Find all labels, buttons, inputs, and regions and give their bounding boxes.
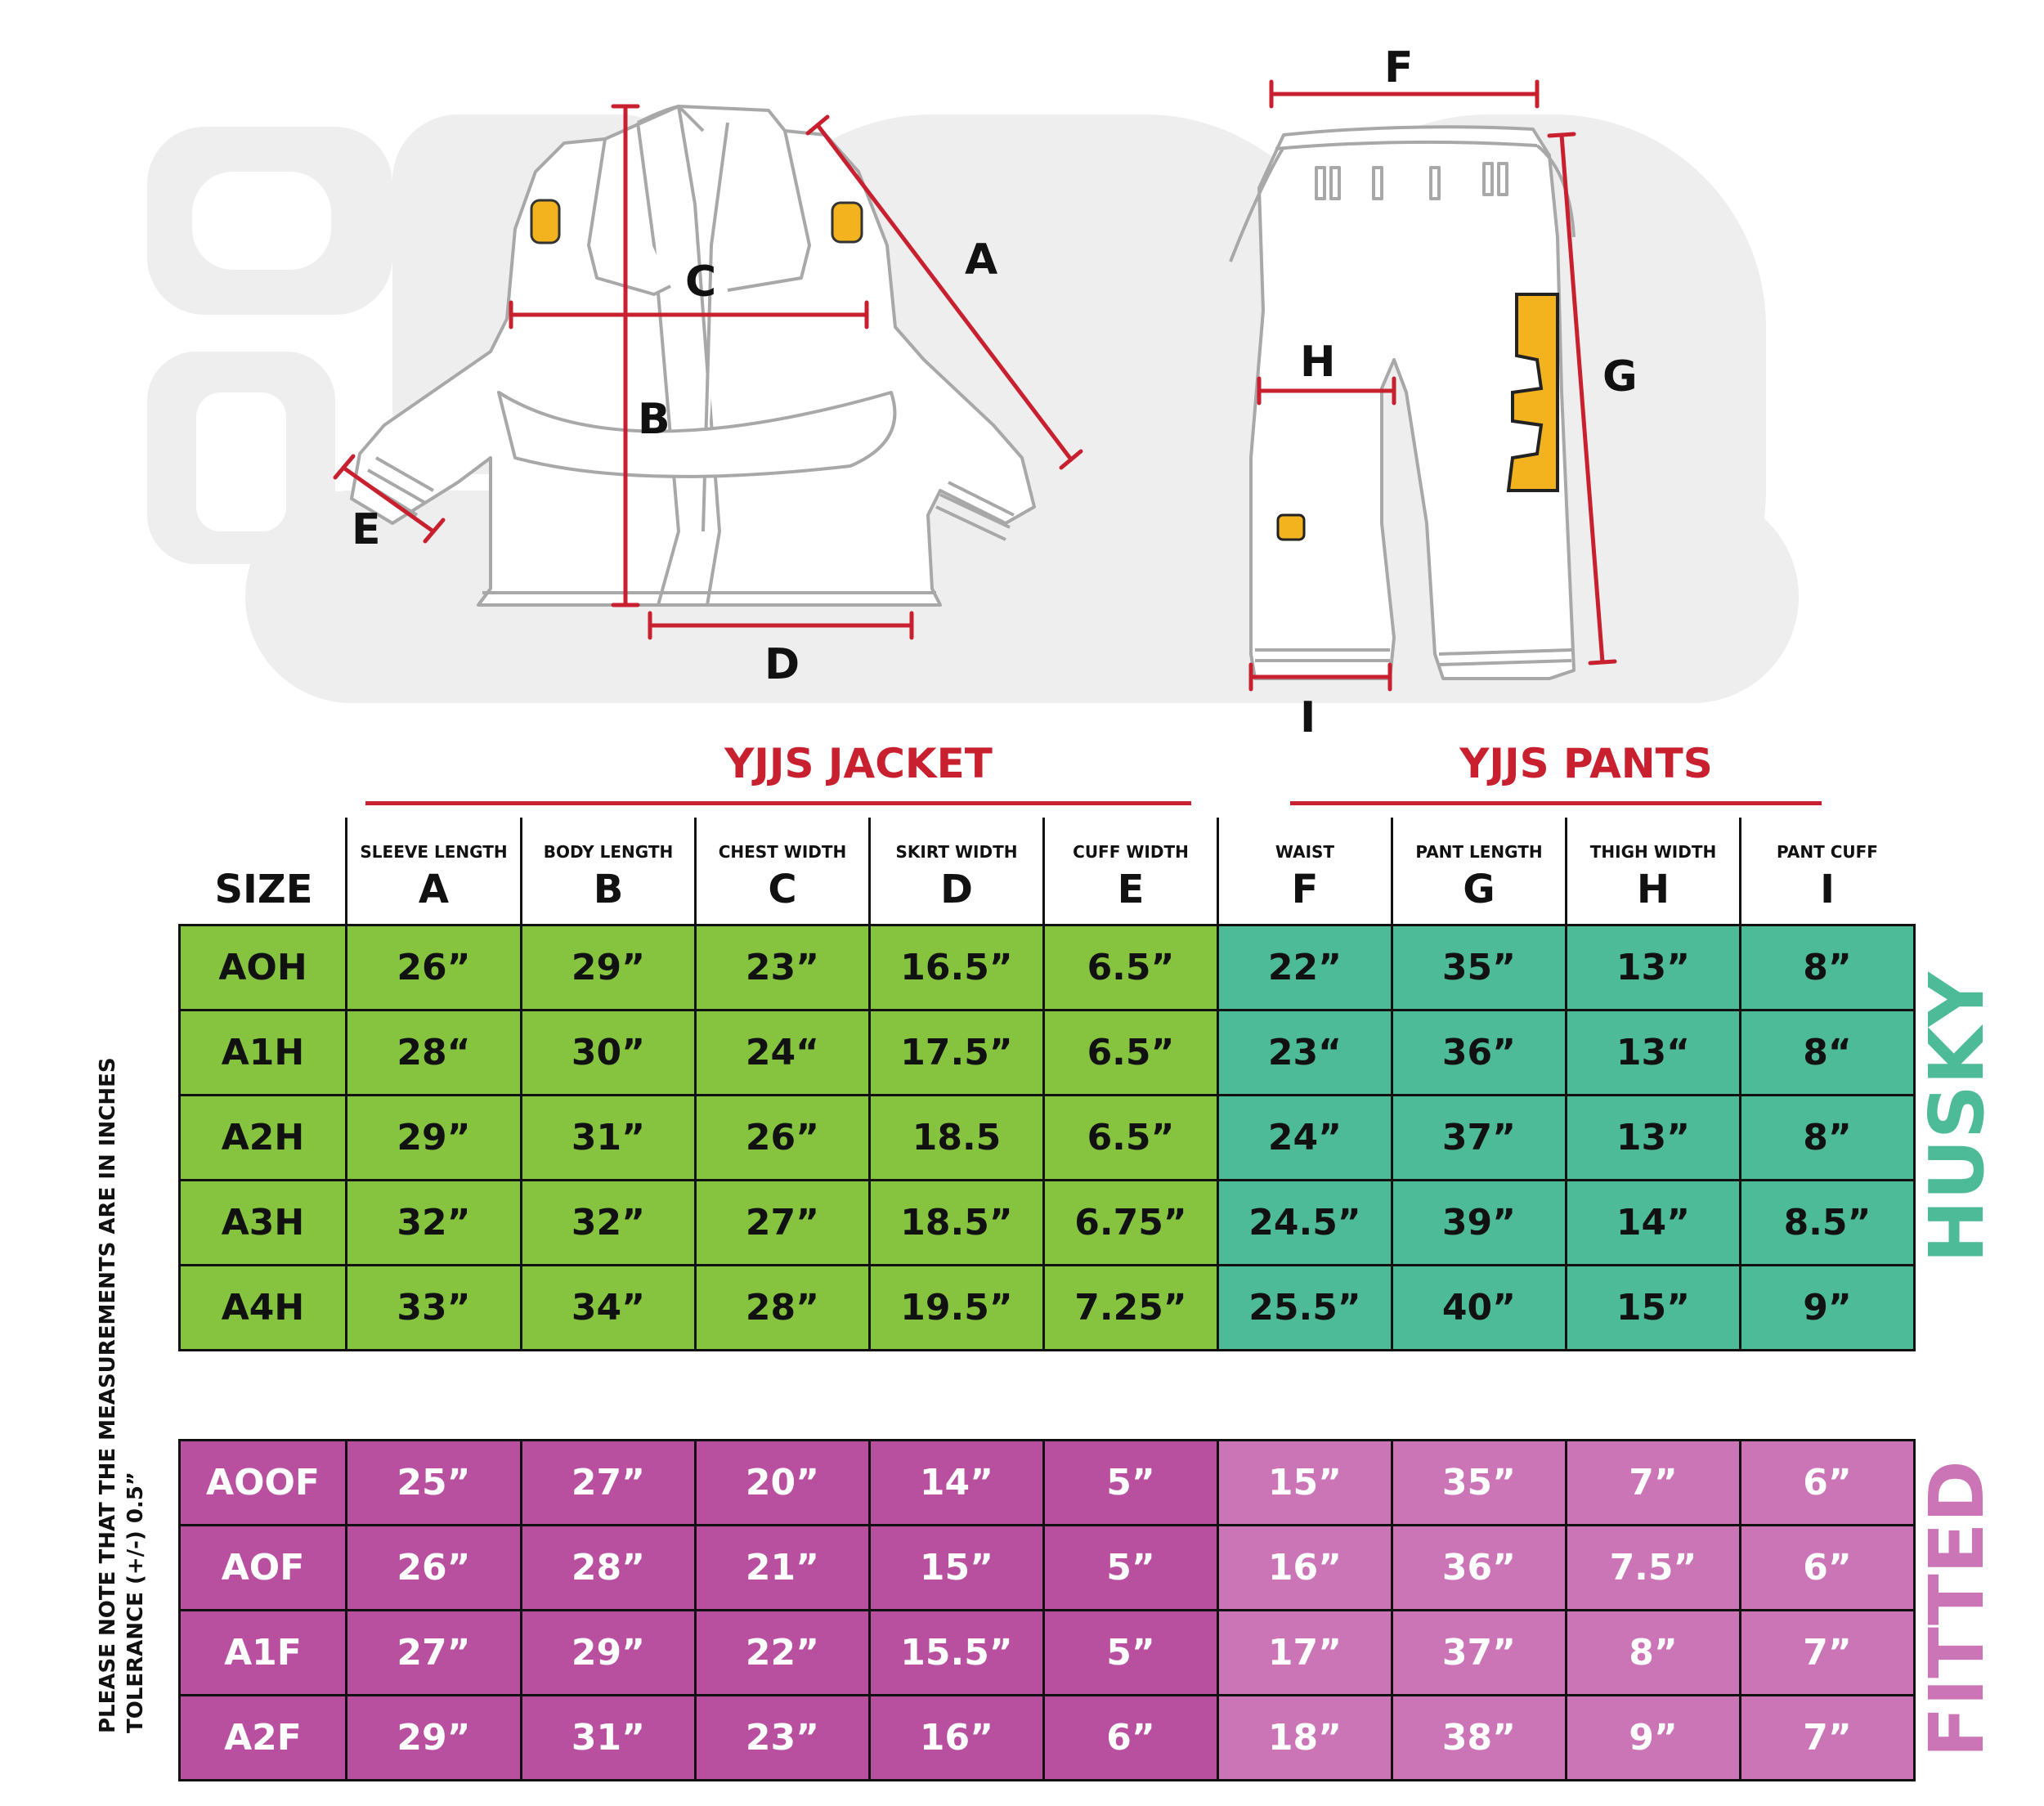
measurement-cell: 36” <box>1392 1011 1567 1096</box>
measurement-cell: 6.75” <box>1044 1181 1218 1266</box>
measurement-cell: 9” <box>1741 1266 1915 1351</box>
column-letter: A <box>418 867 450 912</box>
column-title: BODY LENGTH <box>543 842 674 862</box>
measurement-cell: 16” <box>1218 1526 1392 1611</box>
column-header-pant-cuff <box>1739 818 1913 932</box>
measurement-diagram <box>0 0 2044 760</box>
measurement-cell: 35” <box>1392 925 1567 1011</box>
jacket-logo-patch-left <box>531 200 559 243</box>
measurement-cell: 5” <box>1044 1526 1218 1611</box>
size-cell: A1H <box>180 1011 347 1096</box>
column-letter: H <box>1636 867 1670 912</box>
measurement-cell: 23“ <box>1218 1011 1392 1096</box>
measurement-cell: 17” <box>1218 1611 1392 1696</box>
label-letter-e: E <box>352 505 381 554</box>
measurement-cell: 14” <box>870 1441 1044 1526</box>
measurement-cell: 13“ <box>1567 1011 1741 1096</box>
column-header-skirt-width <box>868 818 1042 932</box>
measurement-cell: 23” <box>696 925 870 1011</box>
measurement-note-line2: TOLERANCE (+/-) 0.5” <box>123 1472 148 1733</box>
measurement-cell: 27” <box>522 1441 696 1526</box>
measurement-cell: 18.5 <box>870 1096 1044 1181</box>
measurement-cell: 22” <box>1218 925 1392 1011</box>
measurement-cell: 32” <box>347 1181 522 1266</box>
label-letter-d: D <box>764 640 800 689</box>
measurement-cell: 14” <box>1567 1181 1741 1266</box>
measurement-cell: 5” <box>1044 1441 1218 1526</box>
measurement-cell: 6” <box>1741 1526 1915 1611</box>
measurement-cell: 30” <box>522 1011 696 1096</box>
column-header-sleeve-length <box>345 818 520 932</box>
column-title: SKIRT WIDTH <box>895 842 1018 862</box>
pants-logo-patch <box>1278 515 1304 540</box>
column-letter: F <box>1291 867 1319 912</box>
measurement-cell: 37” <box>1392 1096 1567 1181</box>
measurement-cell: 34” <box>522 1266 696 1351</box>
measurement-cell: 28” <box>696 1266 870 1351</box>
measurement-cell: 26” <box>347 1526 522 1611</box>
measurement-cell: 8” <box>1567 1611 1741 1696</box>
measurement-cell: 8” <box>1741 1096 1915 1181</box>
size-cell: A3H <box>180 1181 347 1266</box>
label-letter-b: B <box>638 395 670 444</box>
label-letter-g: G <box>1602 352 1638 401</box>
column-title: SLEEVE LENGTH <box>360 842 508 862</box>
measurement-cell: 25” <box>347 1441 522 1526</box>
column-header-body-length <box>520 818 694 932</box>
measurement-cell: 9” <box>1567 1696 1741 1781</box>
measurement-cell: 7” <box>1567 1441 1741 1526</box>
column-header-pant-length <box>1391 818 1565 932</box>
size-cell: AOF <box>180 1526 347 1611</box>
table-row <box>180 1011 1915 1096</box>
column-header-waist <box>1217 818 1391 932</box>
measurement-cell: 15” <box>870 1526 1044 1611</box>
measurement-cell: 24” <box>1218 1096 1392 1181</box>
measurement-cell: 7.25” <box>1044 1266 1218 1351</box>
column-title: WAIST <box>1275 842 1335 862</box>
size-cell: AOOF <box>180 1441 347 1526</box>
table-row <box>180 925 1915 1011</box>
measurement-cell: 7.5” <box>1567 1526 1741 1611</box>
jacket-logo-patch-right <box>832 203 862 242</box>
measurement-cell: 32” <box>522 1181 696 1266</box>
measurement-cell: 8” <box>1741 925 1915 1011</box>
measurement-cell: 6.5” <box>1044 925 1218 1011</box>
measurement-cell: 40” <box>1392 1266 1567 1351</box>
measurement-cell: 26” <box>347 925 522 1011</box>
measurement-cell: 6” <box>1044 1696 1218 1781</box>
column-header-thigh-width <box>1565 818 1739 932</box>
husky-size-table <box>178 924 1916 1351</box>
column-letter: D <box>940 867 973 912</box>
measurement-cell: 26” <box>696 1096 870 1181</box>
fitted-table-body <box>180 1441 1915 1781</box>
column-header-chest-width <box>694 818 868 932</box>
measurement-cell: 7” <box>1741 1696 1915 1781</box>
measurement-cell: 7” <box>1741 1611 1915 1696</box>
size-cell: A1F <box>180 1611 347 1696</box>
measurement-cell: 28” <box>522 1526 696 1611</box>
column-title: THIGH WIDTH <box>1589 842 1717 862</box>
measurement-note-line1: PLEASE NOTE THAT THE MEASUREMENTS ARE IN INCHES <box>96 1057 120 1733</box>
table-row <box>180 1526 1915 1611</box>
fitted-label: FITTED <box>1913 1460 2001 1758</box>
measurement-cell: 35” <box>1392 1441 1567 1526</box>
measurement-note <box>94 1057 150 1733</box>
measurement-cell: 39” <box>1392 1181 1567 1266</box>
measurement-cell: 18” <box>1218 1696 1392 1781</box>
table-row <box>180 1096 1915 1181</box>
column-title: PANT CUFF <box>1777 842 1878 862</box>
column-letter: C <box>768 867 797 912</box>
column-header-cuff-width <box>1042 818 1217 932</box>
label-letter-a: A <box>965 235 998 285</box>
column-title: CUFF WIDTH <box>1073 842 1189 862</box>
measurement-cell: 29” <box>347 1096 522 1181</box>
column-letter: G <box>1463 867 1495 912</box>
size-cell: A2H <box>180 1096 347 1181</box>
measurement-cell: 29” <box>522 1611 696 1696</box>
measurement-cell: 6.5” <box>1044 1096 1218 1181</box>
measurement-cell: 28“ <box>347 1011 522 1096</box>
measurement-cell: 6.5” <box>1044 1011 1218 1096</box>
measurement-cell: 17.5” <box>870 1011 1044 1096</box>
table-row <box>180 1441 1915 1526</box>
measurement-cell: 16” <box>870 1696 1044 1781</box>
measurement-cell: 37” <box>1392 1611 1567 1696</box>
husky-label: HUSKY <box>1913 972 2001 1263</box>
husky-table-body <box>180 925 1915 1351</box>
measurement-cell: 20” <box>696 1441 870 1526</box>
size-column-header: SIZE <box>214 867 313 912</box>
measurement-cell: 25.5” <box>1218 1266 1392 1351</box>
column-title: PANT LENGTH <box>1415 842 1543 862</box>
measurement-cell: 27” <box>347 1611 522 1696</box>
measurement-cell: 36” <box>1392 1526 1567 1611</box>
measurement-cell: 6” <box>1741 1441 1915 1526</box>
label-letter-i: I <box>1300 693 1316 742</box>
table-row <box>180 1611 1915 1696</box>
size-cell: AOH <box>180 925 347 1011</box>
measurement-cell: 8“ <box>1741 1011 1915 1096</box>
pants-header: YJJS PANTS <box>1459 740 1713 787</box>
measurement-cell: 29” <box>522 925 696 1011</box>
measurement-cell: 24“ <box>696 1011 870 1096</box>
measurement-cell: 24.5” <box>1218 1181 1392 1266</box>
pants-header-underline <box>1290 801 1822 805</box>
measurement-cell: 23” <box>696 1696 870 1781</box>
measurement-cell: 27” <box>696 1181 870 1266</box>
measurement-cell: 13” <box>1567 925 1741 1011</box>
measurement-cell: 15” <box>1218 1441 1392 1526</box>
table-row <box>180 1181 1915 1266</box>
column-letter: B <box>593 867 624 912</box>
measurement-cell: 19.5” <box>870 1266 1044 1351</box>
measurement-cell: 31” <box>522 1096 696 1181</box>
measurement-cell: 31” <box>522 1696 696 1781</box>
label-letter-h: H <box>1300 338 1336 387</box>
label-letter-f: F <box>1384 43 1414 92</box>
measurement-cell: 13” <box>1567 1096 1741 1181</box>
label-letter-c: C <box>685 258 717 307</box>
measurement-cell: 16.5” <box>870 925 1044 1011</box>
measurement-cell: 29” <box>347 1696 522 1781</box>
table-row <box>180 1266 1915 1351</box>
size-cell: A4H <box>180 1266 347 1351</box>
measurement-cell: 15” <box>1567 1266 1741 1351</box>
jacket-header-underline <box>365 801 1191 805</box>
pants-leg-logo <box>1508 294 1558 491</box>
measurement-cell: 18.5” <box>870 1181 1044 1266</box>
table-row <box>180 1696 1915 1781</box>
column-letter: E <box>1117 867 1145 912</box>
fitted-size-table <box>178 1439 1916 1781</box>
measurement-cell: 22” <box>696 1611 870 1696</box>
jacket-header: YJJS JACKET <box>724 740 993 787</box>
measurement-cell: 5” <box>1044 1611 1218 1696</box>
measurement-cell: 8.5” <box>1741 1181 1915 1266</box>
column-title: CHEST WIDTH <box>718 842 847 862</box>
measurement-cell: 38” <box>1392 1696 1567 1781</box>
measurement-cell: 15.5” <box>870 1611 1044 1696</box>
measurement-cell: 33” <box>347 1266 522 1351</box>
column-letter: I <box>1820 867 1835 912</box>
size-cell: A2F <box>180 1696 347 1781</box>
measurement-cell: 21” <box>696 1526 870 1611</box>
